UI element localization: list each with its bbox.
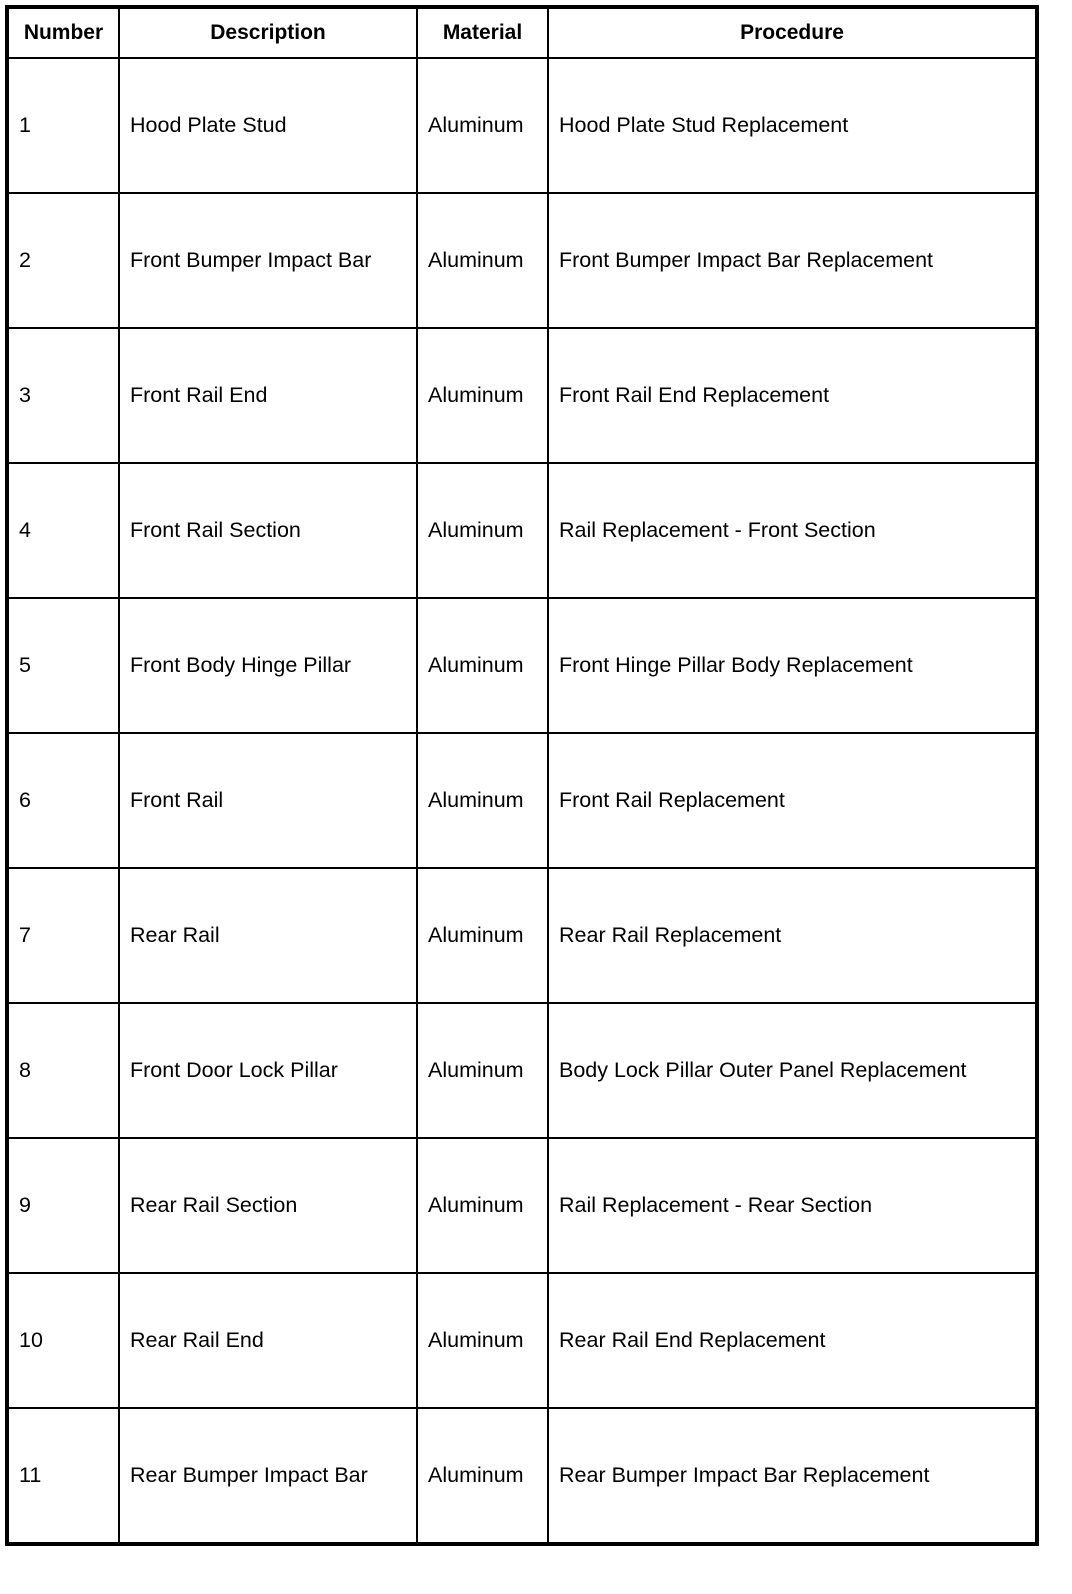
cell-material: Aluminum xyxy=(417,1138,548,1273)
header-number: Number xyxy=(7,7,119,58)
cell-material: Aluminum xyxy=(417,1273,548,1408)
cell-procedure: Front Bumper Impact Bar Replacement xyxy=(548,193,1037,328)
cell-material: Aluminum xyxy=(417,598,548,733)
cell-procedure: Hood Plate Stud Replacement xyxy=(548,58,1037,193)
cell-number: 4 xyxy=(7,463,119,598)
parts-table xyxy=(5,5,1039,1546)
table-row xyxy=(7,1408,1037,1544)
cell-description: Front Rail End xyxy=(119,328,417,463)
cell-description: Front Rail Section xyxy=(119,463,417,598)
cell-description: Front Door Lock Pillar xyxy=(119,1003,417,1138)
table-row xyxy=(7,193,1037,328)
cell-description: Rear Rail Section xyxy=(119,1138,417,1273)
cell-description: Front Bumper Impact Bar xyxy=(119,193,417,328)
cell-number: 8 xyxy=(7,1003,119,1138)
header-procedure: Procedure xyxy=(548,7,1037,58)
cell-number: 3 xyxy=(7,328,119,463)
table-row xyxy=(7,1003,1037,1138)
cell-material: Aluminum xyxy=(417,463,548,598)
cell-description: Rear Rail xyxy=(119,868,417,1003)
cell-description: Front Rail xyxy=(119,733,417,868)
cell-material: Aluminum xyxy=(417,1408,548,1544)
cell-procedure: Body Lock Pillar Outer Panel Replacement xyxy=(548,1003,1037,1138)
table-header xyxy=(7,7,1037,58)
cell-number: 2 xyxy=(7,193,119,328)
cell-procedure: Front Rail Replacement xyxy=(548,733,1037,868)
header-description: Description xyxy=(119,7,417,58)
cell-procedure: Front Rail End Replacement xyxy=(548,328,1037,463)
table-body xyxy=(7,58,1037,1544)
cell-number: 9 xyxy=(7,1138,119,1273)
table-row xyxy=(7,733,1037,868)
cell-description: Hood Plate Stud xyxy=(119,58,417,193)
table-row xyxy=(7,328,1037,463)
table-row xyxy=(7,1138,1037,1273)
cell-procedure: Rail Replacement - Front Section xyxy=(548,463,1037,598)
table-row xyxy=(7,1273,1037,1408)
cell-procedure: Rear Rail Replacement xyxy=(548,868,1037,1003)
cell-number: 1 xyxy=(7,58,119,193)
cell-material: Aluminum xyxy=(417,193,548,328)
cell-description: Rear Bumper Impact Bar xyxy=(119,1408,417,1544)
cell-description: Rear Rail End xyxy=(119,1273,417,1408)
cell-description: Front Body Hinge Pillar xyxy=(119,598,417,733)
cell-number: 10 xyxy=(7,1273,119,1408)
cell-material: Aluminum xyxy=(417,868,548,1003)
cell-procedure: Rear Bumper Impact Bar Replacement xyxy=(548,1408,1037,1544)
cell-material: Aluminum xyxy=(417,328,548,463)
table-row xyxy=(7,598,1037,733)
header-row xyxy=(7,7,1037,58)
cell-number: 6 xyxy=(7,733,119,868)
cell-material: Aluminum xyxy=(417,1003,548,1138)
table-row xyxy=(7,868,1037,1003)
cell-procedure: Rail Replacement - Rear Section xyxy=(548,1138,1037,1273)
cell-number: 7 xyxy=(7,868,119,1003)
cell-procedure: Rear Rail End Replacement xyxy=(548,1273,1037,1408)
cell-material: Aluminum xyxy=(417,58,548,193)
cell-number: 5 xyxy=(7,598,119,733)
table-row xyxy=(7,58,1037,193)
header-material: Material xyxy=(417,7,548,58)
cell-number: 11 xyxy=(7,1408,119,1544)
cell-procedure: Front Hinge Pillar Body Replacement xyxy=(548,598,1037,733)
table-row xyxy=(7,463,1037,598)
cell-material: Aluminum xyxy=(417,733,548,868)
